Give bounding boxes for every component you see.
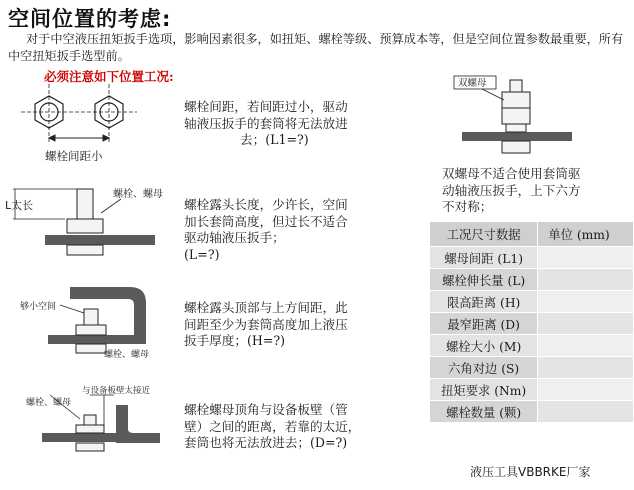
table-row	[430, 313, 634, 335]
double-nut-note	[442, 166, 612, 216]
condition-3-line1: 螺栓露头顶部与上方间距，此	[184, 300, 348, 315]
diagram-label-bolt-nut-3: 螺栓、螺母	[26, 398, 72, 408]
table-cell-value[interactable]	[538, 313, 634, 335]
condition-2-line1: 螺栓露头长度，少许长，空间	[184, 197, 348, 212]
height-clearance-diagram	[20, 283, 150, 363]
condition-1-line2: 轴液压扳手的套筒将无法放进	[184, 115, 348, 131]
condition-4	[184, 402, 384, 452]
condition-3	[184, 300, 380, 350]
condition-4-line3: 套筒也将无法放进去；(D=?)	[184, 435, 348, 450]
table-header-condition: 工况尺寸数据	[430, 222, 538, 247]
double-nut-note-line1: 双螺母不适合使用套筒驱	[442, 166, 581, 181]
table-cell-value[interactable]	[538, 291, 634, 313]
notice-heading: 必须注意如下位置工况:	[44, 69, 174, 84]
bolt-length-diagram	[5, 183, 163, 258]
condition-2	[184, 197, 380, 263]
table-cell-value[interactable]	[538, 335, 634, 357]
condition-2-line2: 加长套筒高度，但过长不适合	[184, 213, 348, 229]
page-title: 空间位置的考虑:	[8, 7, 172, 31]
condition-2-line3: 驱动轴液压扳手；	[184, 230, 285, 245]
table-row	[430, 379, 634, 401]
parameter-table	[429, 221, 634, 423]
condition-1	[184, 99, 380, 149]
condition-4-line2: 壁）之间的距离，若靠的太近，	[184, 418, 361, 434]
table-cell-value[interactable]	[538, 269, 634, 291]
table-cell-value[interactable]	[538, 379, 634, 401]
condition-3-line3: 扳手厚度；(H=?)	[184, 333, 286, 348]
diagram-label-bolt-spacing: 螺栓间距小	[45, 149, 103, 163]
table-row	[430, 357, 634, 379]
table-cell-label: 六角对边 (S)	[430, 357, 538, 379]
table-header-unit: 单位 (mm)	[538, 222, 634, 247]
footer-brand: 液压工具VBBRKE厂家	[470, 465, 591, 479]
diagram-label-near-wall: 与设备板壁太接近	[82, 386, 151, 396]
table-cell-label: 扭矩要求 (Nm)	[430, 379, 538, 401]
table-header-row	[430, 222, 634, 247]
table-cell-value[interactable]	[538, 401, 634, 423]
table-cell-label: 最窄距离 (D)	[430, 313, 538, 335]
table-cell-label: 螺栓伸长量 (L)	[430, 269, 538, 291]
bolt-spacing-diagram	[15, 82, 155, 172]
table-row	[430, 269, 634, 291]
intro-paragraph: 对于中空液压扭矩扳手选项，影响因素很多，如扭矩、螺栓等级、预算成本等，但是空间位置参数最重要，所有中空扭矩扳手选型前。	[8, 32, 624, 63]
double-nut-note-line2: 动轴液压扳手，上下六方	[442, 182, 581, 198]
condition-1-line3: 去；(L1=?)	[240, 132, 309, 147]
table-row	[430, 247, 634, 269]
table-cell-label: 螺栓数量 (颗)	[430, 401, 538, 423]
diagram-label-small-space: 够小空间	[20, 302, 57, 312]
table-cell-value[interactable]	[538, 247, 634, 269]
condition-4-line1: 螺栓螺母顶角与设备板壁（管	[184, 402, 348, 417]
double-nut-diagram	[452, 74, 572, 164]
table-cell-label: 螺栓大小 (M)	[430, 335, 538, 357]
diagram-label-l-too-long: L太长	[5, 199, 34, 212]
condition-3-line2: 间距至少为套筒高度加上液压	[184, 316, 348, 332]
table-cell-label: 螺母间距 (L1)	[430, 247, 538, 269]
diagram-label-bolt-nut: 螺栓、螺母	[113, 189, 163, 200]
wall-distance-diagram	[20, 385, 160, 460]
table-cell-label: 限高距离 (H)	[430, 291, 538, 313]
double-nut-note-line3: 不对称；	[442, 199, 493, 214]
diagram-label-bolt-nut-2: 螺栓、螺母	[104, 350, 150, 360]
table-row	[430, 291, 634, 313]
condition-1-line1: 螺栓间距，若间距过小，驱动	[184, 99, 348, 114]
diagram-label-double-nut: 双螺母	[458, 78, 487, 89]
table-row	[430, 335, 634, 357]
condition-2-line4: (L=?)	[184, 246, 220, 262]
table-row	[430, 401, 634, 423]
table-cell-value[interactable]	[538, 357, 634, 379]
